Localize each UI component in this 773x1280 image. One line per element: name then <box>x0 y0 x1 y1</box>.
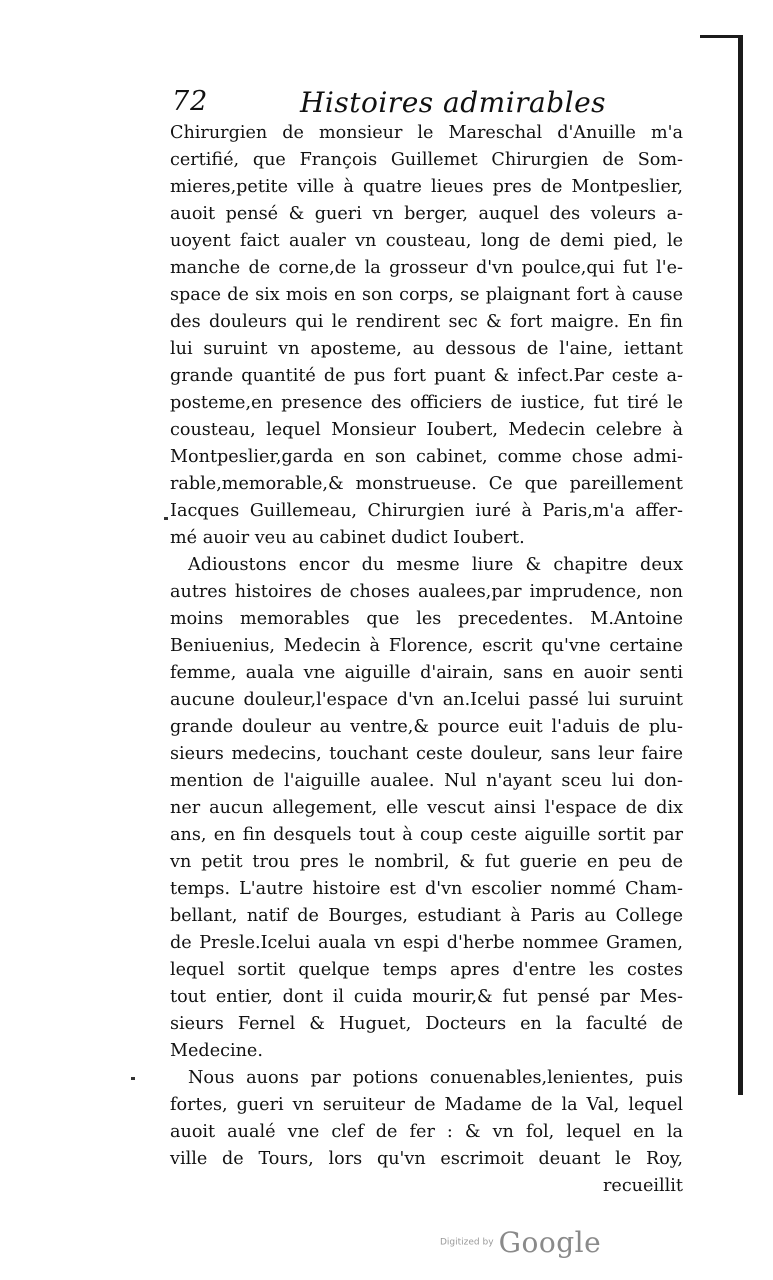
margin-mark <box>164 517 168 520</box>
digitized-label: Digitized by <box>440 1237 494 1248</box>
text-line: autres histoires de choses aualees,par imprudence, non <box>170 582 683 602</box>
text-line: uoyent faict aualer vn cousteau, long de demi pied, le <box>170 231 683 251</box>
text-line: ville de Tours, lors qu'vn escrimoit deuant le Roy, <box>170 1149 683 1169</box>
text-line: grande quantité de pus fort puant & infect.Par ceste a- <box>170 366 683 386</box>
text-line: lequel sortit quelque temps apres d'entre les costes <box>170 960 683 980</box>
text-line: Adioustons encor du mesme liure & chapitre deux <box>188 555 683 575</box>
page-number: 72 <box>172 86 209 117</box>
text-line: cousteau, lequel Monsieur Ioubert, Medecin celebre à <box>170 420 683 440</box>
text-line: mé auoir veu au cabinet dudict Ioubert. <box>170 528 525 548</box>
text-line: auoit aualé vne clef de fer : & vn fol, lequel en la <box>170 1122 683 1142</box>
text-line: lui suruint vn aposteme, au dessous de l'aine, iettant <box>170 339 683 359</box>
text-line: space de six mois en son corps, se plaignant fort à cause <box>170 285 683 305</box>
text-line: de Presle.Icelui auala vn espi d'herbe nommee Gramen, <box>170 933 683 953</box>
google-logo: Google <box>498 1226 602 1259</box>
text-line: posteme,en presence des officiers de iustice, fut tiré le <box>170 393 683 413</box>
margin-mark <box>131 1077 135 1080</box>
text-line: auoit pensé & gueri vn berger, auquel des voleurs a- <box>170 204 683 224</box>
catchword: recueillit <box>603 1176 683 1196</box>
text-line: tout entier, dont il cuida mourir,& fut pensé par Mes- <box>170 987 683 1007</box>
page-header <box>172 86 692 122</box>
page-edge-top <box>700 35 742 38</box>
text-line: Chirurgien de monsieur le Mareschal d'Anuille m'a <box>170 123 683 143</box>
text-line: certifié, que François Guillemet Chirurgien de Som- <box>170 150 683 170</box>
running-head: Histoires admirables <box>300 86 607 119</box>
text-line: temps. L'autre histoire est d'vn escolier nommé Cham- <box>170 879 683 899</box>
text-line: mieres,petite ville à quatre lieues pres de Montpeslier, <box>170 177 683 197</box>
text-line: mention de l'aiguille aualee. Nul n'ayant sceu lui don- <box>170 771 683 791</box>
text-line: moins memorables que les precedentes. M.Antoine <box>170 609 683 629</box>
text-line: aucune douleur,l'espace d'vn an.Icelui passé lui suruint <box>170 690 683 710</box>
text-line: grande douleur au ventre,& pource euit l'aduis de plu- <box>170 717 683 737</box>
text-line: des douleurs qui le rendirent sec & fort maigre. En fin <box>170 312 683 332</box>
text-line: ans, en fin desquels tout à coup ceste aiguille sortit par <box>170 825 683 845</box>
text-line: manche de corne,de la grosseur d'vn poulce,qui fut l'e- <box>170 258 683 278</box>
text-line: sieurs medecins, touchant ceste douleur, sans leur faire <box>170 744 683 764</box>
text-line: Iacques Guillemeau, Chirurgien iuré à Paris,m'a affer- <box>170 501 683 521</box>
digitized-footer <box>440 1226 602 1259</box>
text-line: Beniuenius, Medecin à Florence, escrit qu'vne certaine <box>170 636 683 656</box>
text-line: Nous auons par potions conuenables,lenientes, puis <box>188 1068 683 1088</box>
text-line: vn petit trou pres le nombril, & fut guerie en peu de <box>170 852 683 872</box>
text-line: fortes, gueri vn seruiteur de Madame de la Val, lequel <box>170 1095 683 1115</box>
page-edge <box>738 35 743 1095</box>
text-line: Montpeslier,garda en son cabinet, comme chose admi- <box>170 447 683 467</box>
text-line: ner aucun allegement, elle vescut ainsi l'espace de dix <box>170 798 683 818</box>
text-line: femme, auala vne aiguille d'airain, sans en auoir senti <box>170 663 683 683</box>
text-line: rable,memorable,& monstrueuse. Ce que pareillement <box>170 474 683 494</box>
text-line: sieurs Fernel & Huguet, Docteurs en la faculté de <box>170 1014 683 1034</box>
text-line: Medecine. <box>170 1041 263 1061</box>
text-line: bellant, natif de Bourges, estudiant à Paris au College <box>170 906 683 926</box>
